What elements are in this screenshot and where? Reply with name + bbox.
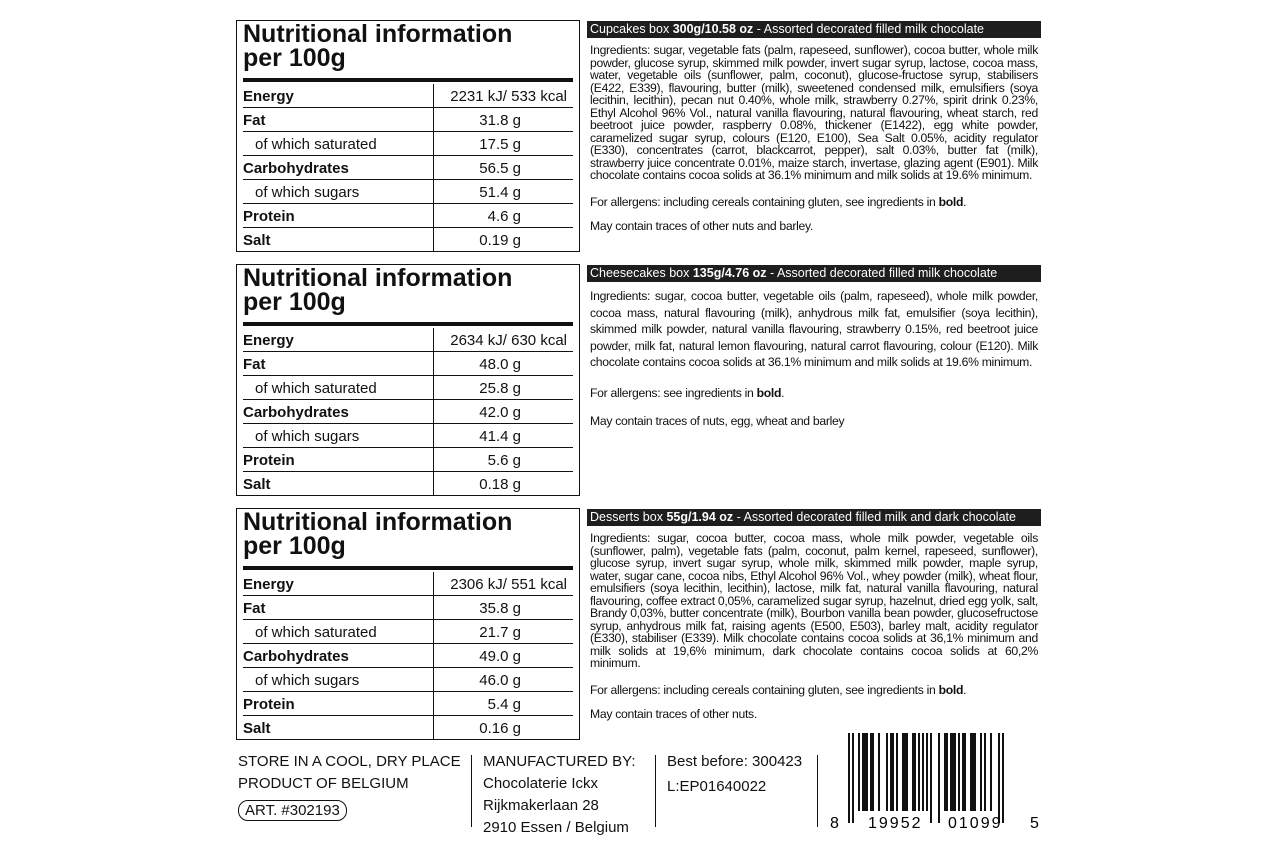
batch-info [667, 751, 802, 798]
row-saturated: of which saturated 17.5 g [243, 132, 573, 156]
traces-text: May contain traces of other nuts and barley. [590, 219, 814, 233]
company-name: Chocolaterie Ickx [483, 775, 599, 792]
row-fat: Fat 31.8 g [243, 108, 573, 132]
barcode-bar [852, 733, 854, 823]
traces-text: May contain traces of other nuts. [590, 707, 757, 721]
product-header: Desserts box 55g/1.94 oz - Assorted decorated filled milk and dark chocolate [587, 509, 1041, 526]
divider [817, 755, 818, 827]
row-protein: Protein 4.6 g [243, 204, 573, 228]
row-sugars: of which sugars 46.0 g [243, 668, 573, 692]
barcode-digit-last: 5 [1030, 815, 1039, 832]
barcode-bar [944, 733, 948, 811]
product-body [587, 526, 1041, 721]
barcode-bar [862, 733, 868, 811]
divider [471, 755, 472, 827]
row-salt: Salt 0.16 g [243, 716, 573, 739]
storage-text: STORE IN A COOL, DRY PLACE [238, 753, 461, 770]
barcode-bar [878, 733, 880, 811]
company-street: Rijkmakerlaan 28 [483, 797, 599, 814]
title-rule [243, 322, 573, 326]
barcode-bar [870, 733, 874, 811]
row-energy: Energy 2231 kJ/ 533 kcal [243, 84, 573, 108]
barcode-bar [998, 733, 1000, 823]
barcode-bar [858, 733, 860, 811]
barcode-bar [918, 733, 920, 811]
barcode-digits-left: 19952 [868, 815, 923, 832]
barcode-digit-first: 8 [830, 815, 839, 832]
nutrition-title: Nutritional information per 100g [243, 264, 513, 316]
product-body [587, 38, 1041, 233]
nutrition-title: Nutritional information per 100g [243, 508, 513, 560]
article-number: ART. #302193 [238, 800, 347, 821]
product-cheesecakes [587, 265, 1041, 442]
barcode-bar [958, 733, 960, 811]
barcode-bar [922, 733, 924, 811]
barcode-bar [950, 733, 956, 811]
barcode-bar [930, 733, 932, 823]
row-salt: Salt 0.18 g [243, 472, 573, 495]
barcode-bar [890, 733, 894, 811]
barcode-bars [848, 733, 1004, 823]
manufacturer-info [483, 751, 636, 839]
barcode-bar [848, 733, 850, 823]
row-sugars: of which sugars 51.4 g [243, 180, 573, 204]
barcode-bar [970, 733, 976, 811]
barcode-bar [896, 733, 898, 811]
product-cupcakes [587, 21, 1041, 245]
row-energy: Energy 2634 kJ/ 630 kcal [243, 328, 573, 352]
company-city: 2910 Essen / Belgium [483, 819, 629, 836]
barcode [830, 733, 1048, 833]
allergens-text: For allergens: including cereals containing gluten, see ingredients in bold. [590, 194, 967, 209]
traces-text: May contain traces of nuts, egg, wheat and barley [590, 414, 845, 428]
product-header: Cupcakes box 300g/10.58 oz - Assorted decorated filled milk chocolate [587, 21, 1041, 38]
barcode-bar [980, 733, 982, 811]
title-rule [243, 78, 573, 82]
barcode-bar [912, 733, 916, 811]
row-protein: Protein 5.6 g [243, 448, 573, 472]
barcode-bar [984, 733, 986, 811]
row-sugars: of which sugars 41.4 g [243, 424, 573, 448]
barcode-bar [962, 733, 966, 811]
product-desserts [587, 509, 1041, 733]
row-saturated: of which saturated 21.7 g [243, 620, 573, 644]
nutrition-title: Nutritional information per 100g [243, 20, 513, 72]
barcode-bar [1002, 733, 1004, 823]
manufactured-by-label: MANUFACTURED BY: [483, 753, 636, 770]
barcode-bar [886, 733, 888, 811]
barcode-bar [926, 733, 928, 811]
row-saturated: of which saturated 25.8 g [243, 376, 573, 400]
row-fat: Fat 48.0 g [243, 352, 573, 376]
allergens-text: For allergens: see ingredients in bold. [590, 385, 785, 400]
product-header: Cheesecakes box 135g/4.76 oz - Assorted decorated filled milk chocolate [587, 265, 1041, 282]
row-carbohydrates: Carbohydrates 42.0 g [243, 400, 573, 424]
row-energy: Energy 2306 kJ/ 551 kcal [243, 572, 573, 596]
best-before-text: Best before: 300423 [667, 753, 803, 770]
row-protein: Protein 5.4 g [243, 692, 573, 716]
product-body [587, 282, 1041, 430]
origin-text: PRODUCT OF BELGIUM [238, 775, 409, 792]
row-salt: Salt 0.19 g [243, 228, 573, 251]
ingredients-text: Ingredients: sugar, cocoa butter, vegetable oils (palm, rapeseed), whole milk powder, cocoa mass, natural flavouring (milk), anhydrous milk fat, emulsifier (soya lecithin), skimmed milk powder, natural vanilla flavouring, strawberry 0.15%, red beetroot juice powder, milk fat, natural lemon flavouring, natural carrot flavouring, colour (E120). Milk chocolate contains cocoa solids at 36.1% minimum and milk solids at 19.6% minimum. [590, 289, 1038, 369]
ingredients-text: Ingredients: sugar, cocoa butter, cocoa mass, whole milk powder, vegetable oils (sunflower, palm), vegetable fats (palm, coconut, palm kernel, rapeseed, sunflower), glucose syrup, invert sugar syrup, whole milk, skimmed milk powder, maple syrup, water, sugar cane, cocoa nibs, Ethyl Alcohol 96% Vol., whey powder (milk), wheat flour, emulsifiers (soya lecithin, lecithin), lactose, milk fat, natural vanilla flavouring, natural flavouring, coffee extract 0,05%, caramelized sugar syrup, hazelnut, dried egg yolk, salt, Brandy 0,03%, butter concentrate (milk), Bourbon vanilla bean powder, glucosefructose syrup, anhydrous milk fat, raising agents (E500, E503), barley malt, acidity regulator (E330), stabiliser (E339). Milk chocolate contains cocoa solids at 36,1% minimum and milk solids at 19,6% minimum, dark chocolate contains cocoa solids at 60,2% minimum. [590, 531, 1038, 670]
nutrition-table-cheesecakes [236, 264, 580, 496]
lot-number: L:EP01640022 [667, 778, 767, 795]
barcode-bar [902, 733, 908, 811]
row-fat: Fat 35.8 g [243, 596, 573, 620]
allergens-text: For allergens: including cereals containing gluten, see ingredients in bold. [590, 682, 967, 697]
barcode-bar [938, 733, 940, 823]
ingredients-text: Ingredients: sugar, vegetable fats (palm, rapeseed, sunflower), cocoa butter, whole milk powder, glucose syrup, skimmed milk powder, invert sugar syrup, lactose, cocoa mass, water, vegetable oils (sunflower, palm, coconut), glucose-fructose syrup, stabilisers (E422, E339), flavouring, butter (milk), sweetened condensed milk, emulsifiers (soya lecithin, lecithin), pecan nut 0.40%, whole milk, strawberry 0.27%, spirit drink 0.23%, Ethyl Alcohol 96% Vol., natural vanilla flavouring, natural flavouring, wheat starch, red beetroot juice powder, raspberry 0.08%, thickener (E1422), egg white powder, caramelized sugar syrup, colours (E120, E100), Sea Salt 0.05%, acidity regulator (E330), concentrates (carrot, blackcarrot, pepper), salt 0.03%, butter fat (milk), strawberry juice concentrate 0.01%, maize starch, invertase, glazing agent (E901). Milk chocolate contains cocoa solids at 36.1% minimum and milk solids at 19.6% minimum. [590, 43, 1038, 182]
nutrition-table-desserts [236, 508, 580, 740]
divider [655, 755, 656, 827]
barcode-digits-right: 01099 [948, 815, 1003, 832]
row-carbohydrates: Carbohydrates 49.0 g [243, 644, 573, 668]
nutrition-table-cupcakes [236, 20, 580, 252]
storage-info [238, 751, 461, 795]
row-carbohydrates: Carbohydrates 56.5 g [243, 156, 573, 180]
title-rule [243, 566, 573, 570]
barcode-bar [990, 733, 992, 811]
